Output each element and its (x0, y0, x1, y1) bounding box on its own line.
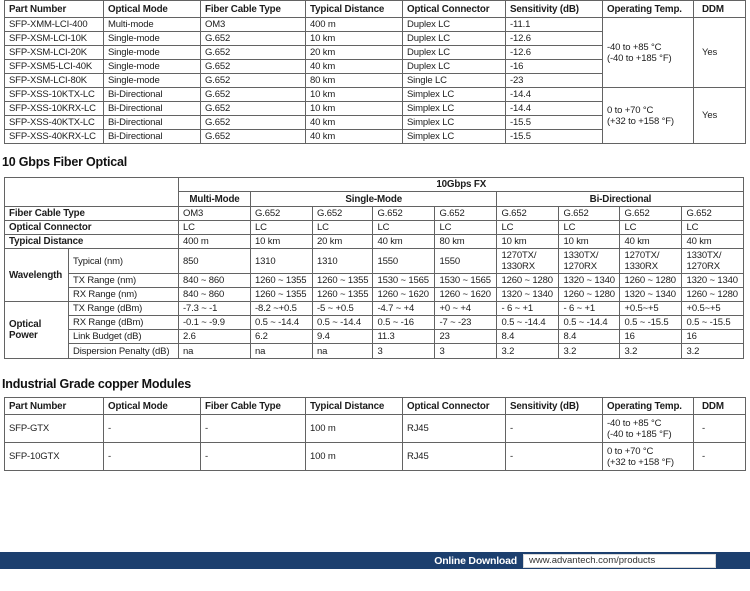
data-cell: -4.7 ~ +4 (373, 302, 435, 316)
data-cell: +0.5~+5 (682, 302, 744, 316)
data-cell: 1530 ~ 1565 (435, 274, 497, 288)
table-row (5, 1, 746, 18)
data-cell: 80 km (306, 74, 403, 88)
data-cell: -12.6 (506, 46, 603, 60)
sfp-fiber-modules-table-container (0, 0, 750, 144)
table-row (5, 88, 746, 102)
data-cell: RJ45 (403, 443, 506, 471)
data-cell: 1260 ~ 1355 (251, 274, 313, 288)
data-cell: - (104, 415, 201, 443)
header-cell: Optical Power (5, 302, 69, 359)
data-cell: Link Budget (dB) (69, 330, 179, 344)
data-cell: 1270TX/ 1330RX (497, 249, 559, 274)
header-cell: Part Number (5, 398, 104, 415)
header-cell: Sensitivity (dB) (506, 1, 603, 18)
data-cell: - (506, 443, 603, 471)
data-cell: 1320 ~ 1340 (620, 288, 682, 302)
data-cell: 10 km (306, 32, 403, 46)
data-cell: -14.4 (506, 88, 603, 102)
data-cell: 40 km (373, 235, 435, 249)
data-cell: 3.2 (620, 344, 682, 359)
data-cell: Duplex LC (403, 46, 506, 60)
data-cell: Dispersion Penalty (dB) (69, 344, 179, 359)
data-cell: 1260 ~ 1280 (620, 274, 682, 288)
header-cell: Optical Connector (403, 1, 506, 18)
data-cell: LC (620, 221, 682, 235)
data-cell: SFP-XSM-LCI-80K (5, 74, 104, 88)
data-cell: 40 km (306, 116, 403, 130)
data-cell: G.652 (201, 46, 306, 60)
data-cell: -16 (506, 60, 603, 74)
data-cell: SFP-XSS-40KRX-LC (5, 130, 104, 144)
table-row (5, 302, 744, 316)
data-cell: SFP-XMM-LCI-400 (5, 18, 104, 32)
data-cell: 1260 ~ 1355 (313, 288, 373, 302)
fiber-10g-table-container (0, 177, 750, 359)
download-url-box[interactable]: www.advantech.com/products (523, 554, 716, 568)
data-cell: -8.2 ~+0.5 (251, 302, 313, 316)
data-cell: -15.5 (506, 130, 603, 144)
data-cell: 1550 (435, 249, 497, 274)
data-cell: 400 m (179, 235, 251, 249)
data-cell: na (313, 344, 373, 359)
header-cell: Bi-Directional (497, 192, 744, 207)
data-cell: SFP-XSM5-LCI-40K (5, 60, 104, 74)
data-cell: -0.1 ~ -9.9 (179, 316, 251, 330)
data-cell: Multi-mode (104, 18, 201, 32)
data-cell: 1260 ~ 1355 (251, 288, 313, 302)
data-cell: -40 to +85 °C (-40 to +185 °F) (603, 415, 694, 443)
header-cell: Fiber Cable Type (201, 1, 306, 18)
data-cell: 1530 ~ 1565 (373, 274, 435, 288)
data-cell: -5 ~ +0.5 (313, 302, 373, 316)
copper-modules-title: Industrial Grade copper Modules (2, 377, 191, 391)
data-cell: Typical (nm) (69, 249, 179, 274)
data-cell: 1550 (373, 249, 435, 274)
header-cell: Optical Connector (5, 221, 179, 235)
data-cell: 3.2 (497, 344, 559, 359)
data-cell: 840 ~ 860 (179, 274, 251, 288)
data-cell: G.652 (620, 207, 682, 221)
data-cell: 20 km (306, 46, 403, 60)
data-cell: 8.4 (559, 330, 620, 344)
data-cell: 0.5 ~ -14.4 (497, 316, 559, 330)
data-cell: 0.5 ~ -14.4 (313, 316, 373, 330)
data-cell: SFP-XSS-10KRX-LC (5, 102, 104, 116)
data-cell: Simplex LC (403, 102, 506, 116)
data-cell: - (694, 415, 746, 443)
data-cell: 1320 ~ 1340 (682, 274, 744, 288)
data-cell: -23 (506, 74, 603, 88)
data-cell: 1260 ~ 1620 (373, 288, 435, 302)
data-cell: 0.5 ~ -14.4 (559, 316, 620, 330)
data-cell: 840 ~ 860 (179, 288, 251, 302)
data-cell: G.652 (201, 32, 306, 46)
data-cell: G.652 (251, 207, 313, 221)
table-row (5, 288, 744, 302)
data-cell: 1330TX/ 1270RX (559, 249, 620, 274)
data-cell: 0 to +70 °C (+32 to +158 °F) (603, 88, 694, 144)
data-cell: -12.6 (506, 32, 603, 46)
header-cell: Wavelength (5, 249, 69, 302)
data-cell: na (251, 344, 313, 359)
data-cell: 10 km (559, 235, 620, 249)
data-cell: RX Range (nm) (69, 288, 179, 302)
data-cell: LC (435, 221, 497, 235)
data-cell: 16 (620, 330, 682, 344)
header-cell: Sensitivity (dB) (506, 398, 603, 415)
data-cell: 10 km (497, 235, 559, 249)
data-cell: RJ45 (403, 415, 506, 443)
data-cell: SFP-10GTX (5, 443, 104, 471)
fiber-10g-title: 10 Gbps Fiber Optical (2, 155, 127, 169)
data-cell: LC (559, 221, 620, 235)
data-cell: TX Range (nm) (69, 274, 179, 288)
data-cell: G.652 (201, 60, 306, 74)
header-cell: Optical Mode (104, 398, 201, 415)
data-cell: LC (179, 221, 251, 235)
data-cell: 0 to +70 °C (+32 to +158 °F) (603, 443, 694, 471)
data-cell: G.652 (201, 130, 306, 144)
data-cell: 23 (435, 330, 497, 344)
data-cell: Single-mode (104, 32, 201, 46)
data-cell: 2.6 (179, 330, 251, 344)
data-cell: 40 km (306, 130, 403, 144)
data-cell: 100 m (306, 443, 403, 471)
data-cell: LC (497, 221, 559, 235)
data-cell: Bi-Directional (104, 102, 201, 116)
data-cell: 1270TX/ 1330RX (620, 249, 682, 274)
fiber-10g-table (4, 177, 744, 359)
header-cell: Fiber Cable Type (201, 398, 306, 415)
data-cell: Single-mode (104, 60, 201, 74)
data-cell: +0 ~ +4 (435, 302, 497, 316)
table-row (5, 178, 744, 192)
data-cell: 40 km (306, 60, 403, 74)
header-cell: Multi-Mode (179, 192, 251, 207)
table-row (5, 330, 744, 344)
data-cell: Duplex LC (403, 32, 506, 46)
data-cell: 100 m (306, 415, 403, 443)
data-cell: OM3 (201, 18, 306, 32)
data-cell: 850 (179, 249, 251, 274)
data-cell: 11.3 (373, 330, 435, 344)
header-cell: Typical Distance (306, 398, 403, 415)
data-cell: 3 (435, 344, 497, 359)
table-row (5, 316, 744, 330)
table-row (5, 415, 746, 443)
data-cell: +0.5~+5 (620, 302, 682, 316)
data-cell: Single LC (403, 74, 506, 88)
copper-modules-table-container (0, 397, 750, 471)
data-cell: 0.5 ~ -15.5 (682, 316, 744, 330)
table-row (5, 398, 746, 415)
online-download-label: Online Download (434, 554, 517, 567)
data-cell: 1260 ~ 1280 (682, 288, 744, 302)
data-cell: 1260 ~ 1280 (559, 288, 620, 302)
data-cell: 10 km (306, 102, 403, 116)
data-cell: LC (682, 221, 744, 235)
table-row (5, 235, 744, 249)
data-cell: 3.2 (682, 344, 744, 359)
header-cell: Optical Mode (104, 1, 201, 18)
data-cell: 8.4 (497, 330, 559, 344)
data-cell: G.652 (201, 74, 306, 88)
data-cell: Bi-Directional (104, 88, 201, 102)
data-cell: Single-mode (104, 46, 201, 60)
data-cell: Simplex LC (403, 130, 506, 144)
data-cell: 3.2 (559, 344, 620, 359)
data-cell: LC (251, 221, 313, 235)
data-cell: G.652 (313, 207, 373, 221)
data-cell: Bi-Directional (104, 130, 201, 144)
online-download-bar (0, 552, 750, 569)
data-cell: G.652 (559, 207, 620, 221)
data-cell: 1260 ~ 1620 (435, 288, 497, 302)
data-cell: SFP-XSM-LCI-10K (5, 32, 104, 46)
data-cell: Simplex LC (403, 88, 506, 102)
data-cell: G.652 (497, 207, 559, 221)
data-cell: 20 km (313, 235, 373, 249)
header-cell: Part Number (5, 1, 104, 18)
data-cell: 40 km (620, 235, 682, 249)
header-cell: DDM (694, 398, 746, 415)
data-cell: Duplex LC (403, 60, 506, 74)
table-row (5, 18, 746, 32)
data-cell: LC (313, 221, 373, 235)
data-cell: SFP-XSS-40KTX-LC (5, 116, 104, 130)
data-cell: 1320 ~ 1340 (559, 274, 620, 288)
data-cell: -7.3 ~ -1 (179, 302, 251, 316)
table-row (5, 344, 744, 359)
data-cell: G.652 (201, 88, 306, 102)
data-cell: 9.4 (313, 330, 373, 344)
header-cell: Optical Connector (403, 398, 506, 415)
data-cell: SFP-XSM-LCI-20K (5, 46, 104, 60)
data-cell: Simplex LC (403, 116, 506, 130)
data-cell: 1260 ~ 1355 (313, 274, 373, 288)
header-cell: Operating Temp. (603, 398, 694, 415)
data-cell: SFP-XSS-10KTX-LC (5, 88, 104, 102)
data-cell: - 6 ~ +1 (497, 302, 559, 316)
header-cell: Typical Distance (306, 1, 403, 18)
data-cell: SFP-GTX (5, 415, 104, 443)
copper-modules-table (4, 397, 746, 471)
data-cell: 40 km (682, 235, 744, 249)
data-cell: - (506, 415, 603, 443)
table-row (5, 221, 744, 235)
data-cell: Bi-Directional (104, 116, 201, 130)
data-cell: Single-mode (104, 74, 201, 88)
data-cell: na (179, 344, 251, 359)
data-cell: G.652 (201, 116, 306, 130)
data-cell: -14.4 (506, 102, 603, 116)
data-cell: -11.1 (506, 18, 603, 32)
data-cell: -7 ~ -23 (435, 316, 497, 330)
data-cell: 0.5 ~ -14.4 (251, 316, 313, 330)
data-cell: 1260 ~ 1280 (497, 274, 559, 288)
data-cell: 400 m (306, 18, 403, 32)
data-cell: OM3 (179, 207, 251, 221)
data-cell: 6.2 (251, 330, 313, 344)
data-cell: TX Range (dBm) (69, 302, 179, 316)
data-cell: 1330TX/ 1270RX (682, 249, 744, 274)
data-cell (5, 178, 179, 207)
header-cell: Typical Distance (5, 235, 179, 249)
header-cell: Single-Mode (251, 192, 497, 207)
data-cell: - 6 ~ +1 (559, 302, 620, 316)
data-cell: 1310 (251, 249, 313, 274)
header-cell: Fiber Cable Type (5, 207, 179, 221)
table-row (5, 274, 744, 288)
data-cell: - (104, 443, 201, 471)
data-cell: 0.5 ~ -16 (373, 316, 435, 330)
header-cell: Operating Temp. (603, 1, 694, 18)
data-cell: G.652 (201, 102, 306, 116)
data-cell: 3 (373, 344, 435, 359)
data-cell: Duplex LC (403, 18, 506, 32)
data-cell: G.652 (373, 207, 435, 221)
data-cell: RX Range (dBm) (69, 316, 179, 330)
data-cell: -15.5 (506, 116, 603, 130)
data-cell: Yes (694, 88, 746, 144)
data-cell: 10 km (306, 88, 403, 102)
data-cell: 0.5 ~ -15.5 (620, 316, 682, 330)
table-row (5, 249, 744, 274)
table-row (5, 443, 746, 471)
data-cell: 80 km (435, 235, 497, 249)
data-cell: -40 to +85 °C (-40 to +185 °F) (603, 18, 694, 88)
data-cell: 10 km (251, 235, 313, 249)
data-cell: - (201, 415, 306, 443)
data-cell: LC (373, 221, 435, 235)
data-cell: - (694, 443, 746, 471)
header-cell: 10Gbps FX (179, 178, 744, 192)
sfp-fiber-modules-table (4, 0, 746, 144)
data-cell: 1310 (313, 249, 373, 274)
data-cell: - (201, 443, 306, 471)
data-cell: Yes (694, 18, 746, 88)
data-cell: 16 (682, 330, 744, 344)
table-row (5, 207, 744, 221)
header-cell: DDM (694, 1, 746, 18)
data-cell: 1320 ~ 1340 (497, 288, 559, 302)
data-cell: G.652 (435, 207, 497, 221)
data-cell: G.652 (682, 207, 744, 221)
